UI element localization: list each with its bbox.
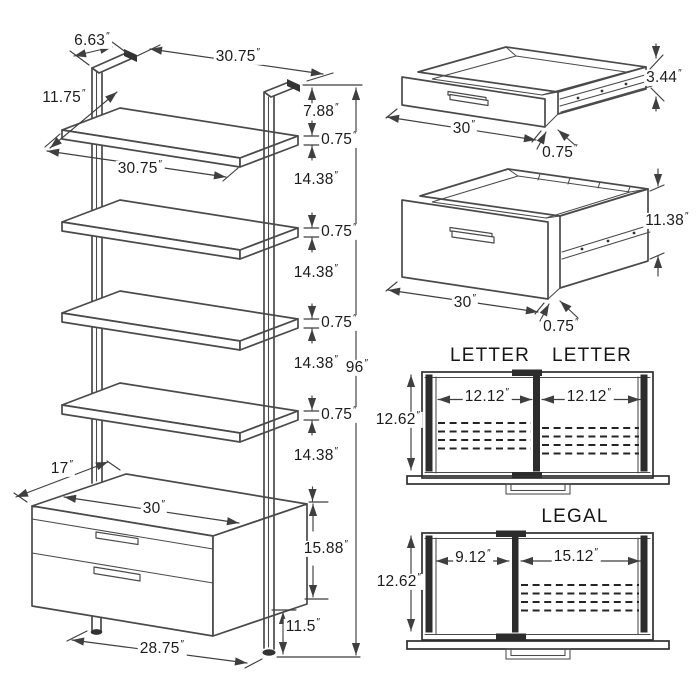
dim-value: 0.75 [321, 405, 353, 423]
dim-value: 11.75 [42, 88, 81, 106]
cabinet-leg [91, 616, 103, 635]
dim-value: 30 [452, 119, 471, 137]
inch-mark: ″ [334, 169, 339, 181]
dim-value: 6.63 [74, 31, 106, 49]
inch-mark: ″ [684, 210, 689, 222]
dim-value: 30.75 [215, 47, 256, 65]
inch-mark: ″ [353, 312, 357, 324]
dim-value: 0.75 [321, 313, 353, 331]
dim-base-width [138, 638, 187, 657]
inch-mark: ″ [334, 262, 339, 274]
dim-cabinet-height [302, 538, 351, 557]
inch-mark: ″ [69, 458, 74, 470]
dim-value: 96 [345, 358, 364, 376]
shelf-tower-drawing [32, 46, 307, 656]
inch-mark: ″ [334, 445, 339, 457]
inch-mark: ″ [81, 87, 86, 99]
inch-mark: ″ [180, 638, 185, 650]
shallow-drawer-drawing [402, 47, 652, 127]
inch-mark: ″ [353, 404, 357, 416]
dim-value: 12.62 [376, 572, 417, 590]
inch-mark: ″ [575, 316, 579, 328]
shelf-2 [62, 200, 298, 259]
legal-file-layout-drawing [407, 531, 669, 660]
inch-mark: ″ [256, 46, 261, 58]
hanging-files-legal [521, 585, 639, 611]
inch-mark: ″ [594, 546, 599, 558]
dim-value: 11.38 [645, 211, 684, 229]
dim-value: 12.12 [464, 387, 505, 405]
inch-mark: ″ [364, 357, 369, 369]
dim-shelf-thickness-1 [319, 129, 359, 148]
inch-mark: ″ [417, 571, 422, 583]
dim-deep-drawer-height [643, 210, 690, 229]
dim-overall-height [344, 357, 370, 376]
dim-letter-right-width [565, 386, 614, 405]
letter-label-right: LETTER [551, 345, 633, 366]
dim-letter-depth [374, 409, 423, 428]
dim-legal-left-width [453, 547, 493, 566]
inch-mark: ″ [607, 386, 612, 398]
letter-file-layout-drawing [407, 370, 669, 495]
dim-cabinet-depth [49, 458, 75, 477]
inch-mark: ″ [574, 142, 578, 154]
dim-value: 30 [142, 499, 161, 517]
inch-mark: ″ [106, 30, 110, 42]
dim-shallow-drawer-height [644, 67, 684, 86]
inch-mark: ″ [471, 118, 476, 130]
dim-legal-right-width [552, 546, 601, 565]
legal-label: LEGAL [541, 506, 609, 527]
inch-mark: ″ [334, 353, 339, 365]
shelf-4 [62, 383, 298, 442]
dim-value: 30 [453, 293, 472, 311]
file-divider [512, 536, 519, 633]
dim-value: 12.62 [375, 410, 416, 428]
dim-value: 3.44 [646, 68, 678, 86]
dim-bracket-depth [72, 30, 112, 49]
deep-drawer-drawing [402, 169, 650, 299]
dim-legal-depth [375, 571, 424, 590]
dim-shelf-depth [40, 87, 87, 106]
inch-mark: ″ [161, 498, 166, 510]
dim-value: 15.88 [303, 539, 344, 557]
inch-mark: ″ [416, 409, 421, 421]
dim-value: 0.75 [321, 130, 353, 148]
dim-shallow-drawer-front [540, 142, 580, 161]
dim-top-width [214, 46, 263, 65]
inch-mark: ″ [158, 158, 163, 170]
dim-value: 15.12 [553, 547, 594, 565]
dim-deep-drawer-width [452, 292, 478, 311]
dim-value: 14.38 [293, 263, 334, 281]
dim-shallow-drawer-width [451, 118, 477, 137]
dim-value: 7.88 [303, 102, 335, 120]
dim-shelf-thickness-2 [319, 221, 359, 240]
dim-leg-clearance [284, 616, 323, 635]
inch-mark: ″ [353, 129, 357, 141]
dim-value: 11.5 [285, 617, 316, 635]
dim-value: 14.38 [293, 354, 334, 372]
dim-shelf-width [116, 158, 165, 177]
dim-value: 17 [50, 459, 69, 477]
shelf-3 [62, 291, 298, 350]
dim-shelf-thickness-3 [319, 312, 359, 331]
dim-value: 28.75 [139, 639, 180, 657]
post-foot [263, 649, 276, 655]
dim-shelf-spacing-1 [292, 169, 341, 188]
inch-mark: ″ [335, 101, 339, 113]
dim-deep-drawer-front [541, 316, 581, 335]
inch-mark: ″ [505, 386, 510, 398]
inch-mark: ″ [472, 292, 477, 304]
dim-value: 0.75 [543, 317, 575, 335]
dim-value: 12.12 [566, 387, 607, 405]
inch-mark: ″ [353, 221, 357, 233]
inch-mark: ″ [344, 538, 349, 550]
dim-value: 0.75 [542, 143, 574, 161]
dim-value: 30.75 [117, 159, 158, 177]
letter-label-left: LETTER [449, 345, 531, 366]
dim-letter-left-width [463, 386, 512, 405]
file-divider [533, 375, 540, 472]
drawer-front-edge [407, 641, 669, 649]
dim-value: 14.38 [293, 446, 334, 464]
dim-shelf-thickness-4 [319, 404, 359, 423]
dim-shelf-spacing-4 [292, 445, 341, 464]
dim-shelf-spacing-3 [292, 353, 341, 372]
dim-shelf-spacing-2 [292, 262, 341, 281]
dim-cabinet-width [141, 498, 167, 517]
inch-mark: ″ [316, 616, 321, 628]
inch-mark: ″ [487, 547, 491, 559]
inch-mark: ″ [678, 67, 682, 79]
dim-value: 14.38 [293, 170, 334, 188]
dim-value: 0.75 [321, 222, 353, 240]
dim-bracket-to-shelf [301, 101, 341, 120]
dim-value: 9.12 [455, 548, 487, 566]
